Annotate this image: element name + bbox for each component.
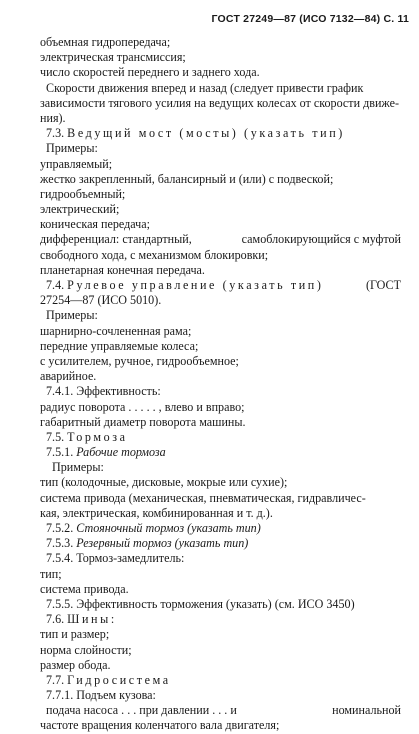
text-line: зависимости тягового усилия на ведущих колесах от скорости движе- bbox=[40, 95, 400, 110]
section-number: 7.3. bbox=[46, 126, 65, 141]
section-title: Рулевое управление (указать тип) bbox=[67, 278, 324, 292]
text-line: передние управляемые колеса; bbox=[40, 338, 199, 353]
section-number: 7.5.2. bbox=[46, 521, 74, 535]
text-line: Скорости движения вперед и назад (следует привести график bbox=[46, 80, 364, 95]
text-line bbox=[0, 232, 419, 247]
section-number: 7.6. bbox=[46, 612, 65, 627]
text-line: размер обода. bbox=[40, 657, 111, 672]
text-line: кая, электрическая, комбинированная и т. д.). bbox=[40, 505, 273, 520]
text-line: планетарная конечная передача. bbox=[40, 262, 205, 277]
page-header: ГОСТ 27249—87 (ИСО 7132—84) С. 11 bbox=[211, 13, 409, 25]
text-line: тип; bbox=[40, 566, 62, 581]
text-line: электрический; bbox=[40, 202, 120, 217]
text-line: система привода (механическая, пневматическая, гидравличес- bbox=[40, 490, 366, 505]
section-heading-7-4 bbox=[0, 278, 419, 293]
text-line: норма слойности; bbox=[40, 642, 132, 657]
text-line: коническая передача; bbox=[40, 217, 150, 232]
section-title: Рабочие тормоза bbox=[76, 445, 166, 460]
text-line: управляемый; bbox=[40, 156, 113, 171]
text-line: Примеры: bbox=[46, 141, 98, 156]
text-line: 7.7.1. Подъем кузова: bbox=[46, 688, 156, 703]
text-fragment: номинальной bbox=[332, 703, 401, 718]
text-line: 27254—87 (ИСО 5010). bbox=[40, 293, 162, 308]
subsection-heading bbox=[0, 536, 419, 551]
section-title: Гидросистема bbox=[67, 672, 171, 687]
section-title: Резервный тормоз (указать тип) bbox=[76, 536, 249, 551]
text-line: объемная гидропередача; bbox=[40, 35, 171, 49]
section-heading-7-6 bbox=[0, 612, 419, 627]
text-line: Примеры: bbox=[46, 308, 98, 323]
section-number: 7.5.3. bbox=[46, 536, 74, 551]
section-number: 7.5.1. bbox=[46, 445, 74, 460]
text-line: ния). bbox=[40, 110, 66, 125]
text-line: Примеры: bbox=[52, 460, 104, 475]
text-fragment: подача насоса . . . при давлении . . . и bbox=[46, 703, 237, 718]
section-heading-7-5 bbox=[0, 430, 419, 445]
section-title: Стояночный тормоз (указать тип) bbox=[76, 521, 261, 535]
text-line: электрическая трансмиссия; bbox=[40, 50, 186, 65]
text-line: с усилителем, ручное, гидрообъемное; bbox=[40, 353, 239, 368]
text-fragment: самоблокирующийся с муфтой bbox=[241, 232, 401, 247]
standard-reference: (ГОСТ bbox=[365, 278, 401, 292]
section-heading-7-7 bbox=[0, 673, 419, 688]
section-heading-7-3 bbox=[0, 126, 419, 141]
text-line: тип (колодочные, дисковые, мокрые или сухие); bbox=[40, 475, 288, 490]
text-line: 7.5.5. Эффективность торможения (указать) (см. ИСО 3450) bbox=[46, 596, 355, 611]
text-line: габаритный диаметр поворота машины. bbox=[40, 414, 246, 429]
text-fragment: дифференциал: стандартный, bbox=[40, 232, 192, 247]
text-line: свободного хода, с механизмом блокировки; bbox=[40, 247, 269, 262]
text-line: число скоростей переднего и заднего хода. bbox=[40, 65, 260, 80]
section-title: Шины: bbox=[67, 612, 117, 627]
text-line: 7.5.4. Тормоз-замедлитель: bbox=[46, 551, 185, 566]
text-line: радиус поворота . . . . . , влево и вправо; bbox=[40, 399, 245, 414]
subsection-heading bbox=[0, 445, 419, 460]
text-line: аварийное. bbox=[40, 369, 97, 384]
section-title: Тормоза bbox=[67, 429, 128, 444]
section-number: 7.4. bbox=[46, 278, 65, 292]
text-line: система привода. bbox=[40, 581, 129, 596]
text-line: 7.4.1. Эффективность: bbox=[46, 384, 161, 399]
text-line: жестко закрепленный, балансирный и (или) с подвеской; bbox=[40, 171, 334, 186]
subsection-heading bbox=[0, 521, 419, 536]
text-line: гидрообъемный; bbox=[40, 186, 126, 201]
document-body bbox=[0, 35, 419, 734]
section-number: 7.5. bbox=[46, 429, 65, 444]
section-number: 7.7. bbox=[46, 672, 65, 687]
text-line: частоте вращения коленчатого вала двигателя; bbox=[40, 718, 280, 733]
text-line: шарнирно-сочлененная рама; bbox=[40, 323, 192, 338]
text-line: тип и размер; bbox=[40, 627, 110, 642]
text-line bbox=[0, 703, 419, 718]
section-title: Ведущий мост (мосты) (указать тип) bbox=[67, 126, 345, 141]
